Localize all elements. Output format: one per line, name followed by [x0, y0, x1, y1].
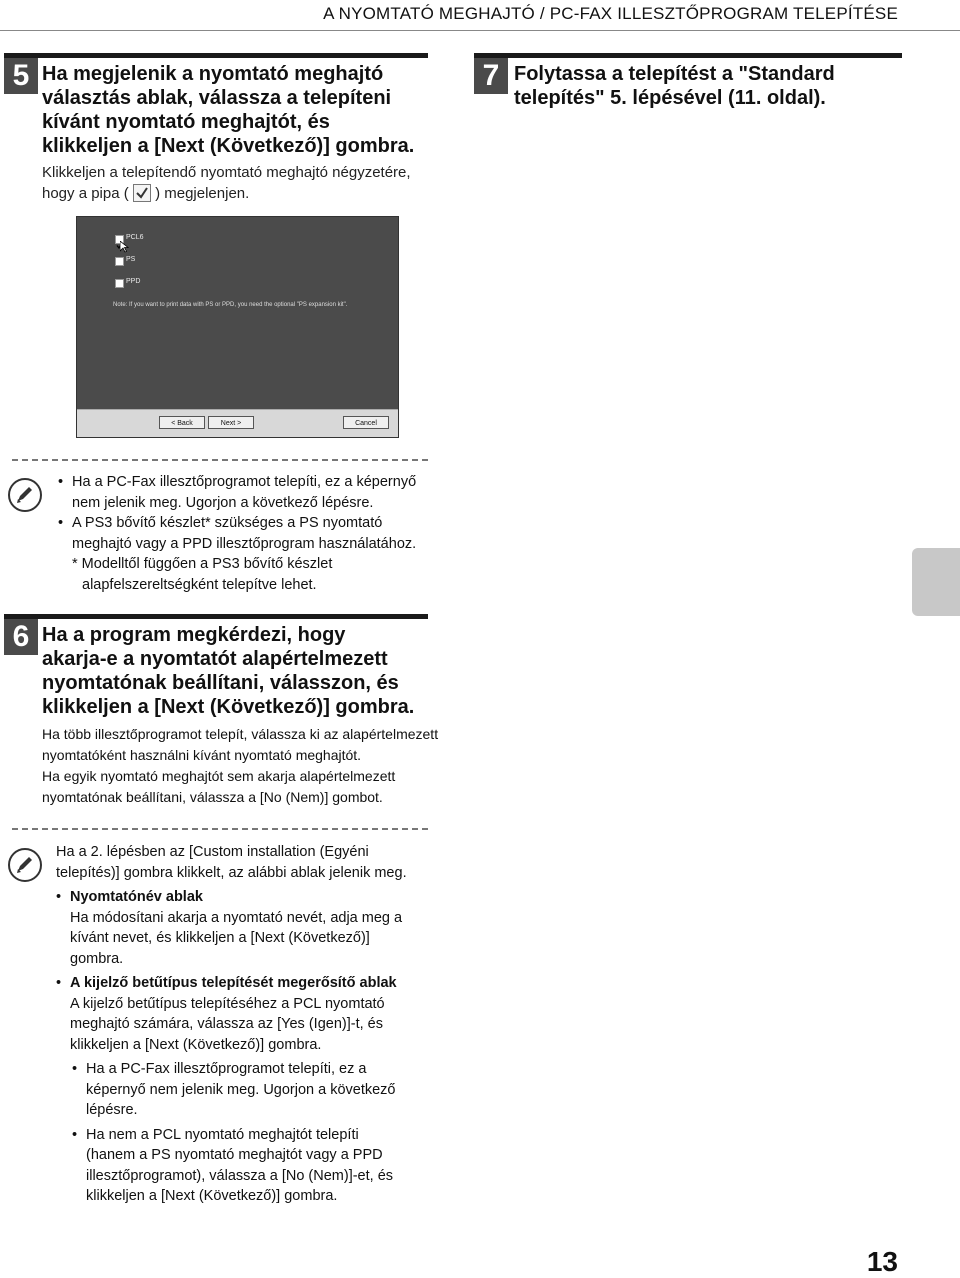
dialog-note: Note: If you want to print data with PS or PPD, you need the optional "PS expansion kit". [113, 302, 348, 308]
step5-title-line: klikkeljen a [Next (Következő)] gombra. [42, 135, 415, 157]
back-button[interactable]: < Back [159, 416, 205, 429]
step5-body-line: Klikkeljen a telepítendő nyomtató meghajtó négyzetére, [42, 164, 411, 181]
step7-bar [474, 53, 902, 58]
step7-title: Folytassa a telepítést a "Standard telepítés" 5. lépésével (11. oldal). [514, 63, 835, 109]
step5-title [42, 62, 432, 158]
dashed-separator [12, 459, 428, 461]
sub-item: • Ha a PC-Fax illesztőprogramot telepíti, ez a képernyő nem jelenik meg. Ugorjon a következő lépésre. [72, 1059, 446, 1121]
ps-label: PS [126, 256, 136, 263]
page-number: 13 [866, 1246, 898, 1277]
step6-number: 6 [4, 619, 38, 655]
cancel-button[interactable]: Cancel [343, 416, 389, 429]
note-item: • Nyomtatónév ablak Ha módosítani akarja a nyomtató nevét, adja meg a kívánt nevet, és klikkeljen a [Next (Következő)] gombra. [56, 887, 446, 969]
step5-body [42, 162, 432, 204]
step5-notes [58, 472, 438, 595]
header-rule [0, 30, 960, 31]
step6-bar [4, 614, 428, 619]
dialog-button-bar [77, 409, 398, 437]
note-pencil-icon [8, 478, 42, 512]
driver-selection-dialog-screenshot [76, 216, 399, 438]
checkmark-icon [133, 184, 151, 202]
ppd-label: PPD [126, 278, 141, 285]
note-bullet: • Ha a PC-Fax illesztőprogramot telepíti, ez a képernyő nem jelenik meg. Ugorjon a következő lépésre. [58, 472, 438, 513]
step5-title-line: Ha megjelenik a nyomtató meghajtó [42, 63, 384, 85]
step5-title-line: kívánt nyomtató meghajtót, és [42, 111, 330, 133]
next-button[interactable]: Next > [208, 416, 254, 429]
mouse-cursor-icon [120, 241, 129, 253]
step5-bar [4, 53, 428, 58]
pcl6-label: PCL6 [126, 234, 144, 241]
note-bullet: • A PS3 bővítő készlet* szükséges a PS nyomtató meghajtó vagy a PPD illesztőprogram használatához. * Modelltől függően a PS3 bővítő készlet alapfelszereltségként telepítve lehet. [58, 513, 438, 595]
sub-items [56, 1059, 446, 1207]
step6-body: Ha több illesztőprogramot telepít, válassza ki az alapértelmezett nyomtatóként használni kívánt nyomtató meghajtót. Ha egyik nyomtató meghajtót sem akarja alapértelmezett nyomtatónak beállítani, válassza a [No (Nem)] gombot. [42, 726, 439, 805]
ppd-checkbox[interactable] [115, 279, 124, 288]
dashed-separator [12, 828, 428, 830]
step6-title: Ha a program megkérdezi, hogy akarja-e a nyomtatót alapértelmezett nyomtatónak beállítani, válasszon, és klikkeljen a [Next (Következő)] gombra. [42, 624, 415, 718]
step5-number: 5 [4, 58, 38, 94]
chapter-side-tab [912, 548, 960, 616]
note-pencil-icon [8, 848, 42, 882]
ps-checkbox[interactable] [115, 257, 124, 266]
step5-title-line: választás ablak, válassza a telepíteni [42, 87, 392, 109]
step5-body-line: hogy a pipa ( ) megjelenjen. [42, 185, 250, 202]
sub-item: • Ha nem a PCL nyomtató meghajtót telepíti (hanem a PS nyomtató meghajtót vagy a PPD illesztőprogramot), válassza a [No (Nem)]-et, és klikkeljen a [Next (Következő)] gombra. [72, 1125, 446, 1207]
step7-number: 7 [474, 58, 508, 94]
step6-note: Ha a 2. lépésben az [Custom installation (Egyéni telepítés)] gombra klikkelt, az alábbi ablak jelenik meg. • Nyomtatónév ablak Ha módosítani akarja a nyomtató nevét, adja meg a kívánt nevet, és klikkeljen a [Next (Következő)] gombra. • A kijelző betűtípus telepítését megerősítő ablak A kijelző betűtípus telepítéséhez a PCL nyomtató meghajtó számára, válassza az [Yes (Igen)]-t, és klikkeljen a [Next (Következő)] gombra. • Ha a PC-Fax illesztőprogramot telepíti, ez a képernyő nem jelenik meg. Ugorjon a következő lépésre. • Ha nem a PCL nyomtató meghajtót telepíti (hanem a PS nyomtató meghajtót vagy a PPD illesztőprogramot), válassza a [No (Nem)]-et, és klikkeljen a [Next (Következő)] gombra. [56, 842, 446, 1207]
running-header: A NYOMTATÓ MEGHAJTÓ / PC-FAX ILLESZTŐPROGRAM TELEPÍTÉSE [323, 4, 898, 23]
note-item: • A kijelző betűtípus telepítését megerősítő ablak A kijelző betűtípus telepítéséhez a PCL nyomtató meghajtó számára, válassza az [Yes (Igen)]-t, és klikkeljen a [Next (Következő)] gombra. [56, 973, 446, 1055]
